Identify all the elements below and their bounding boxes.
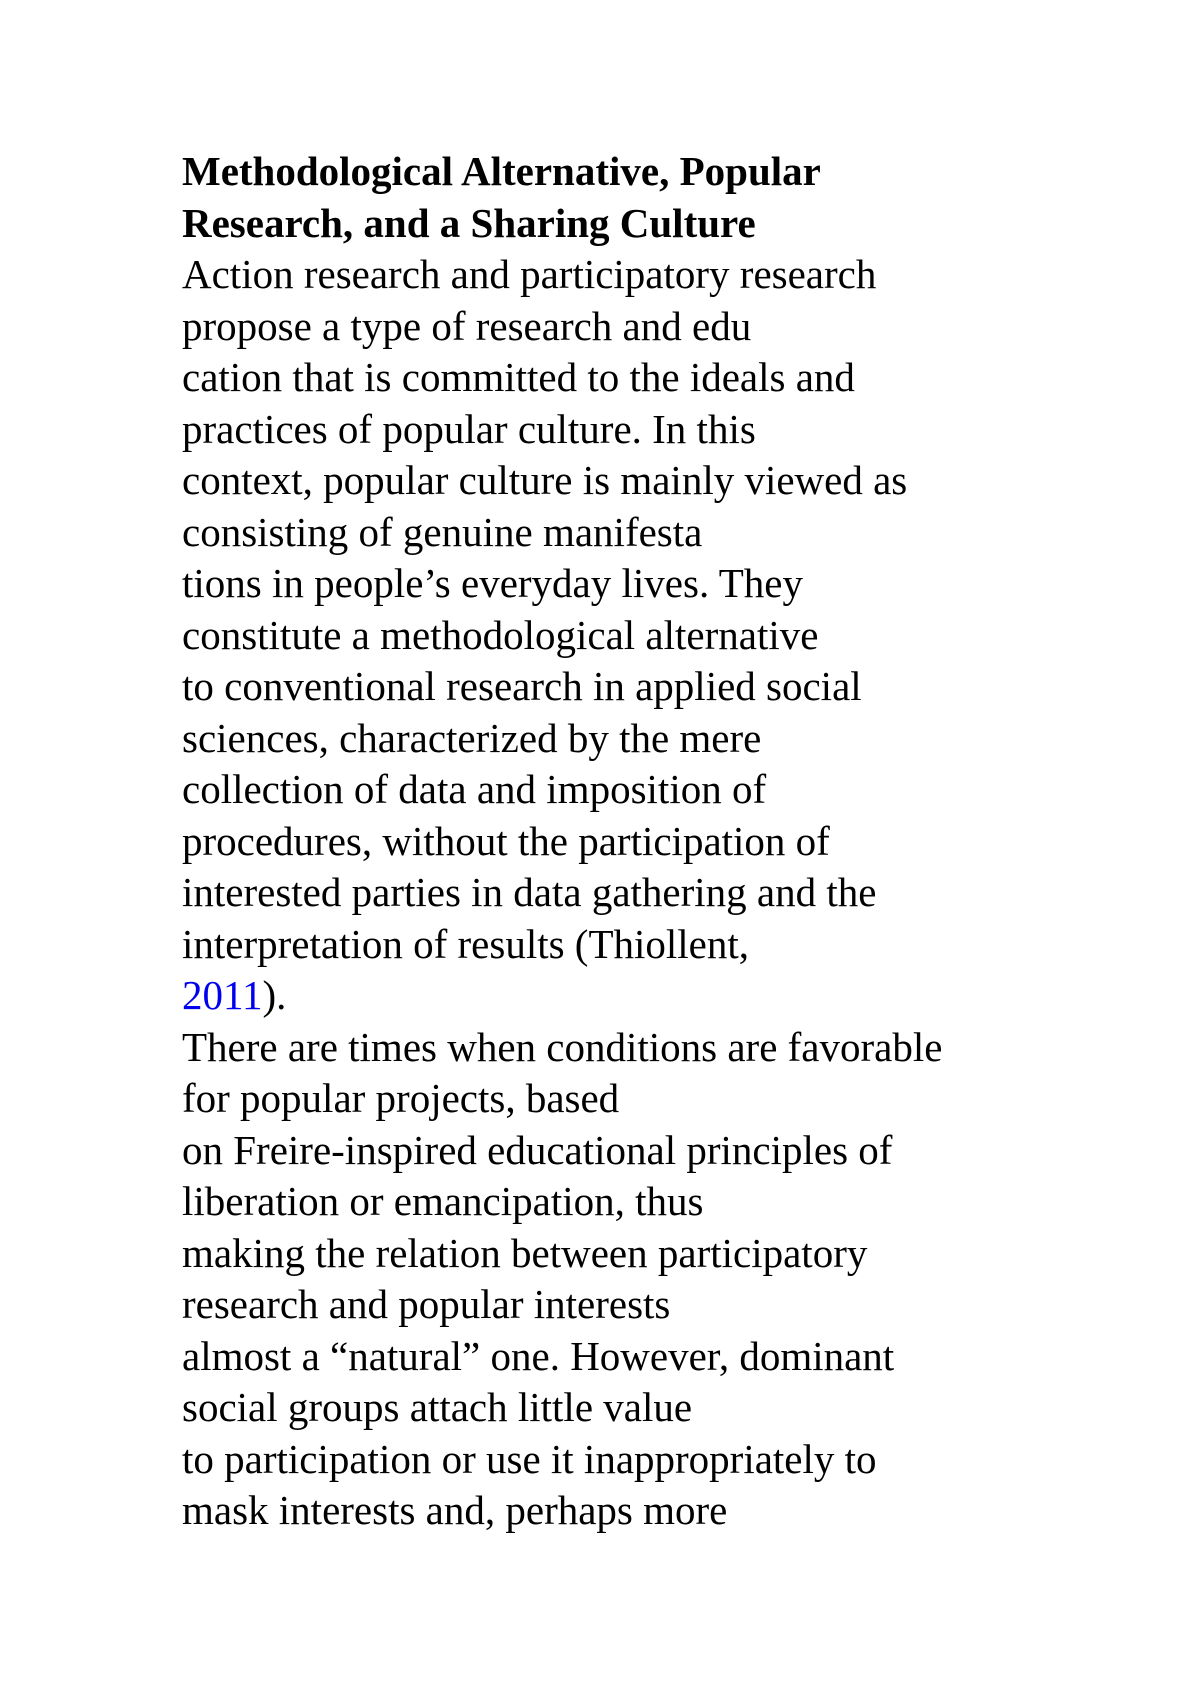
text-line: mask interests and, perhaps more [182, 1487, 728, 1533]
text-line: to conventional research in applied social [182, 663, 862, 709]
paragraph-1 [182, 249, 1182, 1022]
heading-line: Methodological Alternative, Popular [182, 148, 821, 194]
text-line: interpretation of results (Thiollent, [182, 920, 750, 967]
text-line: Action research and participatory research [182, 251, 877, 297]
text-line: collection of data and imposition of [182, 766, 767, 812]
paragraph-2 [182, 1022, 1182, 1537]
heading-line: Research, and a Sharing Culture [182, 199, 756, 246]
text-line: constitute a methodological alternative [182, 611, 819, 658]
text-line: social groups attach little value [182, 1384, 693, 1430]
text-line: liberation or emancipation, thus [182, 1178, 704, 1224]
document-page [182, 146, 1182, 1537]
text-line: research and popular interests [182, 1281, 671, 1327]
text-line: tions in people’s everyday lives. They [182, 560, 803, 606]
text-line: for popular projects, based [182, 1075, 620, 1121]
text-line: cation that is committed to the ideals and [182, 354, 855, 400]
text-line: propose a type of research and edu [182, 302, 752, 349]
text-line: sciences, characterized by the mere [182, 714, 762, 761]
section-heading [182, 146, 1182, 249]
citation-link[interactable]: 2011 [182, 972, 263, 1018]
text-line: procedures, without the participation of [182, 817, 830, 864]
citation-line [182, 970, 1182, 1022]
text-line: consisting of genuine manifesta [182, 508, 703, 555]
text-line: making the relation between participatory [182, 1229, 868, 1276]
text-line: to participation or use it inappropriately to [182, 1435, 877, 1482]
text-line: context, popular culture is mainly viewed as [182, 457, 908, 503]
text-line: on Freire-inspired educational principles of [182, 1126, 893, 1173]
text-line: interested parties in data gathering and the [182, 869, 877, 915]
text-line: almost a “natural” one. However, dominant [182, 1332, 895, 1379]
text-line: practices of popular culture. In this [182, 405, 756, 452]
text-line: There are times when conditions are favorable [182, 1023, 943, 1070]
citation-close: ). [262, 972, 287, 1018]
